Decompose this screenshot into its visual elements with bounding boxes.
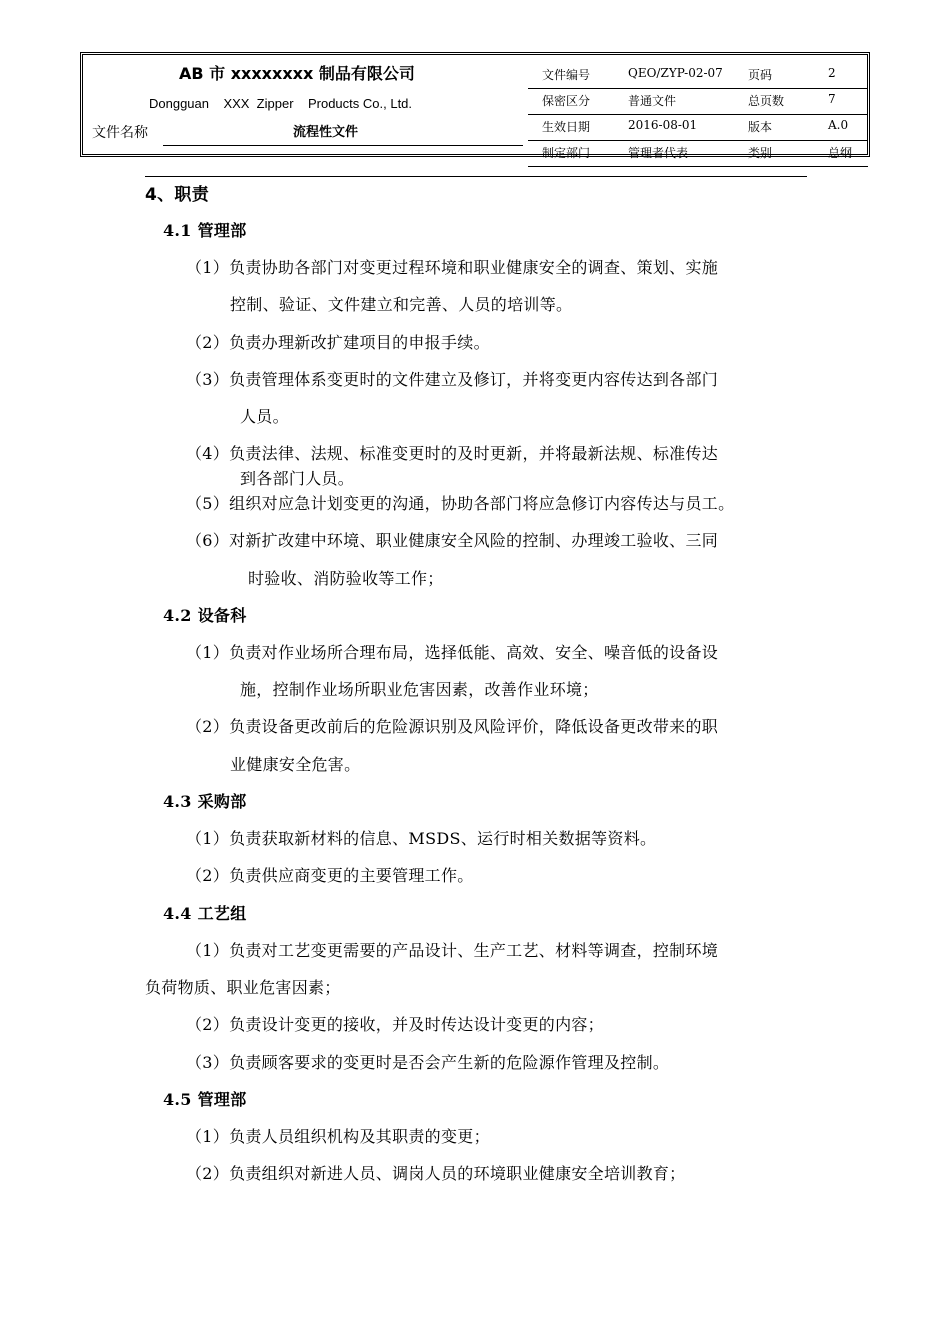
paragraph-line: （3）负责顾客要求的变更时是否会产生新的危险源作管理及控制。 (186, 1053, 670, 1072)
subsection-title: 4.4 工艺组 (163, 904, 247, 923)
meta-label: 总页数 (748, 94, 785, 108)
meta-value: 总纲 (828, 146, 853, 160)
section-title: 4、职责 (145, 185, 210, 205)
meta-value: 普通文件 (628, 94, 677, 108)
meta-row (528, 63, 868, 89)
doc-name-value: 流程性文件 (293, 125, 359, 140)
paragraph-line: 施，控制作业场所职业危害因素，改善作业环境； (240, 680, 599, 699)
subsection-title: 4.2 设备科 (163, 606, 247, 625)
meta-label: 生效日期 (542, 120, 591, 134)
meta-label: 类别 (748, 146, 773, 160)
header-divider (145, 176, 807, 177)
paragraph-line: 到各部门人员。 (240, 469, 355, 488)
paragraph-line: （1）负责协助各部门对变更过程环境和职业健康安全的调查、策划、实施 (186, 258, 719, 277)
meta-value: 7 (828, 92, 836, 106)
paragraph-line: （1）负责获取新材料的信息、MSDS、运行时相关数据等资料。 (186, 829, 657, 848)
paragraph-line: 时验收、消防验收等工作； (248, 569, 444, 588)
paragraph-line: （1）负责人员组织机构及其职责的变更； (186, 1127, 490, 1146)
meta-value: A.0 (828, 118, 849, 132)
paragraph-line: 业健康安全危害。 (230, 755, 361, 774)
meta-label: 保密区分 (542, 94, 591, 108)
company-name-en: Dongguan XXX Zipper Products Co., Ltd. (149, 96, 413, 111)
paragraph-line: （5）组织对应急计划变更的沟通，协助各部门将应急修订内容传达与员工。 (186, 494, 735, 513)
paragraph-line: （1）负责对工艺变更需要的产品设计、生产工艺、材料等调查，控制环境 (186, 941, 719, 960)
meta-label: 版本 (748, 120, 773, 134)
paragraph-line: （2）负责办理新改扩建项目的申报手续。 (186, 333, 490, 352)
meta-row (528, 115, 868, 141)
meta-value: 2 (828, 66, 836, 80)
paragraph-line: （1）负责对作业场所合理布局，选择低能、高效、安全、噪音低的设备设 (186, 643, 719, 662)
paragraph-line: 控制、验证、文件建立和完善、人员的培训等。 (230, 295, 573, 314)
subsection-title: 4.3 采购部 (163, 792, 247, 811)
meta-value: 管理者代表 (628, 146, 689, 160)
paragraph-line: （2）负责设备更改前后的危险源识别及风险评价，降低设备更改带来的职 (186, 717, 719, 736)
company-name-cn: AB 市 xxxxxxxx 制品有限公司 (179, 64, 415, 83)
meta-row (528, 89, 868, 115)
paragraph-line: （2）负责组织对新进人员、调岗人员的环境职业健康安全培训教育； (186, 1164, 686, 1183)
meta-label: 文件编号 (542, 68, 591, 82)
paragraph-line: （4）负责法律、法规、标准变更时的及时更新，并将最新法规、标准传达 (186, 444, 719, 463)
doc-name-underline (163, 145, 523, 146)
paragraph-line: （2）负责设计变更的接收，并及时传达设计变更的内容； (186, 1015, 604, 1034)
paragraph-line: （6）对新扩改建中环境、职业健康安全风险的控制、办理竣工验收、三同 (186, 531, 719, 550)
meta-value: 2016-08-01 (628, 118, 698, 132)
meta-table (528, 63, 868, 167)
paragraph-line: （3）负责管理体系变更时的文件建立及修订，并将变更内容传达到各部门 (186, 370, 719, 389)
doc-name-label: 文件名称 (92, 125, 148, 141)
meta-value: QEO/ZYP-02-07 (628, 66, 723, 80)
meta-label: 页码 (748, 68, 773, 82)
paragraph-line: （2）负责供应商变更的主要管理工作。 (186, 866, 474, 885)
meta-row (528, 141, 868, 167)
meta-label: 制定部门 (542, 146, 591, 160)
paragraph-line: 负荷物质、职业危害因素； (145, 978, 341, 997)
document-header (80, 52, 870, 160)
subsection-title: 4.5 管理部 (163, 1090, 247, 1109)
paragraph-line: 人员。 (240, 407, 289, 426)
subsection-title: 4.1 管理部 (163, 221, 247, 240)
